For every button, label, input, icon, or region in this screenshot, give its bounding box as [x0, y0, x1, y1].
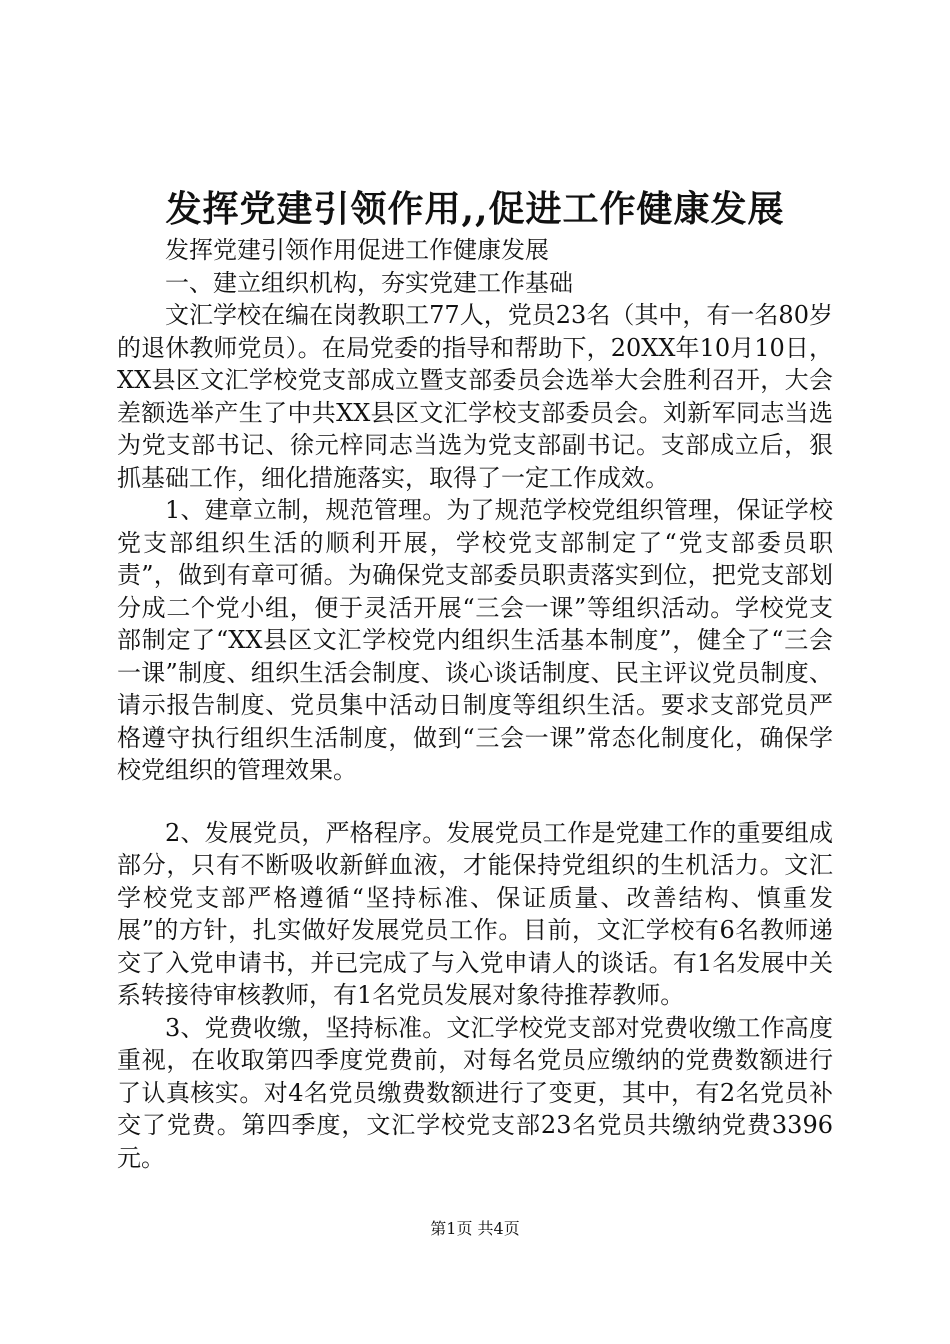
document-body [117, 234, 833, 1174]
body-paragraph: 2、发展党员，严格程序。发展党员工作是党建工作的重要组成部分，只有不断吸收新鲜血液，才能保持党组织的生机活力。文汇学校党支部严格遵循“坚持标准、保证质量、改善结构、慎重发展”的方针，扎实做好发展党员工作。目前，文汇学校有6名教师递交了入党申请书，并已完成了与入党申请人的谈话。有1名发展中关系转接待审核教师，有1名党员发展对象待推荐教师。 [117, 818, 833, 1009]
body-paragraph: 1、建章立制，规范管理。为了规范学校党组织管理，保证学校党支部组织生活的顺利开展，学校党支部制定了“党支部委员职责”，做到有章可循。为确保党支部委员职责落实到位，把党支部划分成二个党小组，便于灵活开展“三会一课”等组织活动。学校党支部制定了“XX县区文汇学校党内组织生活基本制度”，健全了“三会一课”制度、组织生活会制度、谈心谈话制度、民主评议党员制度、请示报告制度、党员集中活动日制度等组织生活。要求支部党员严格遵守执行组织生活制度，做到“三会一课”常态化制度化，确保学校党组织的管理效果。 [117, 496, 833, 784]
document-title: 发挥党建引领作用,,促进工作健康发展 [165, 188, 785, 230]
section-heading: 一、建立组织机构，夯实党建工作基础 [165, 268, 573, 297]
subtitle-paragraph: 发挥党建引领作用促进工作健康发展 [165, 236, 549, 264]
page-number-footer: 第1页 共4页 [430, 1219, 520, 1238]
body-paragraph: 3、党费收缴，坚持标准。文汇学校党支部对党费收缴工作高度重视，在收取第四季度党费前，对每名党员应缴纳的党费数额进行了认真核实。对4名党员缴费数额进行了变更，其中，有2名党员补交了党费。第四季度，文汇学校党支部23名党员共缴纳党费3396元。 [117, 1013, 833, 1172]
body-paragraph: 文汇学校在编在岗教职工77人，党员23名（其中，有一名80岁的退休教师党员）。在局党委的指导和帮助下，20XX年10月10日，XX县区文汇学校党支部成立暨支部委员会选举大会胜利召开，大会差额选举产生了中共XX县区文汇学校支部委员会。刘新军同志当选为党支部书记、徐元梓同志当选为党支部副书记。支部成立后，狠抓基础工作，细化措施落实，取得了一定工作成效。 [117, 301, 833, 492]
